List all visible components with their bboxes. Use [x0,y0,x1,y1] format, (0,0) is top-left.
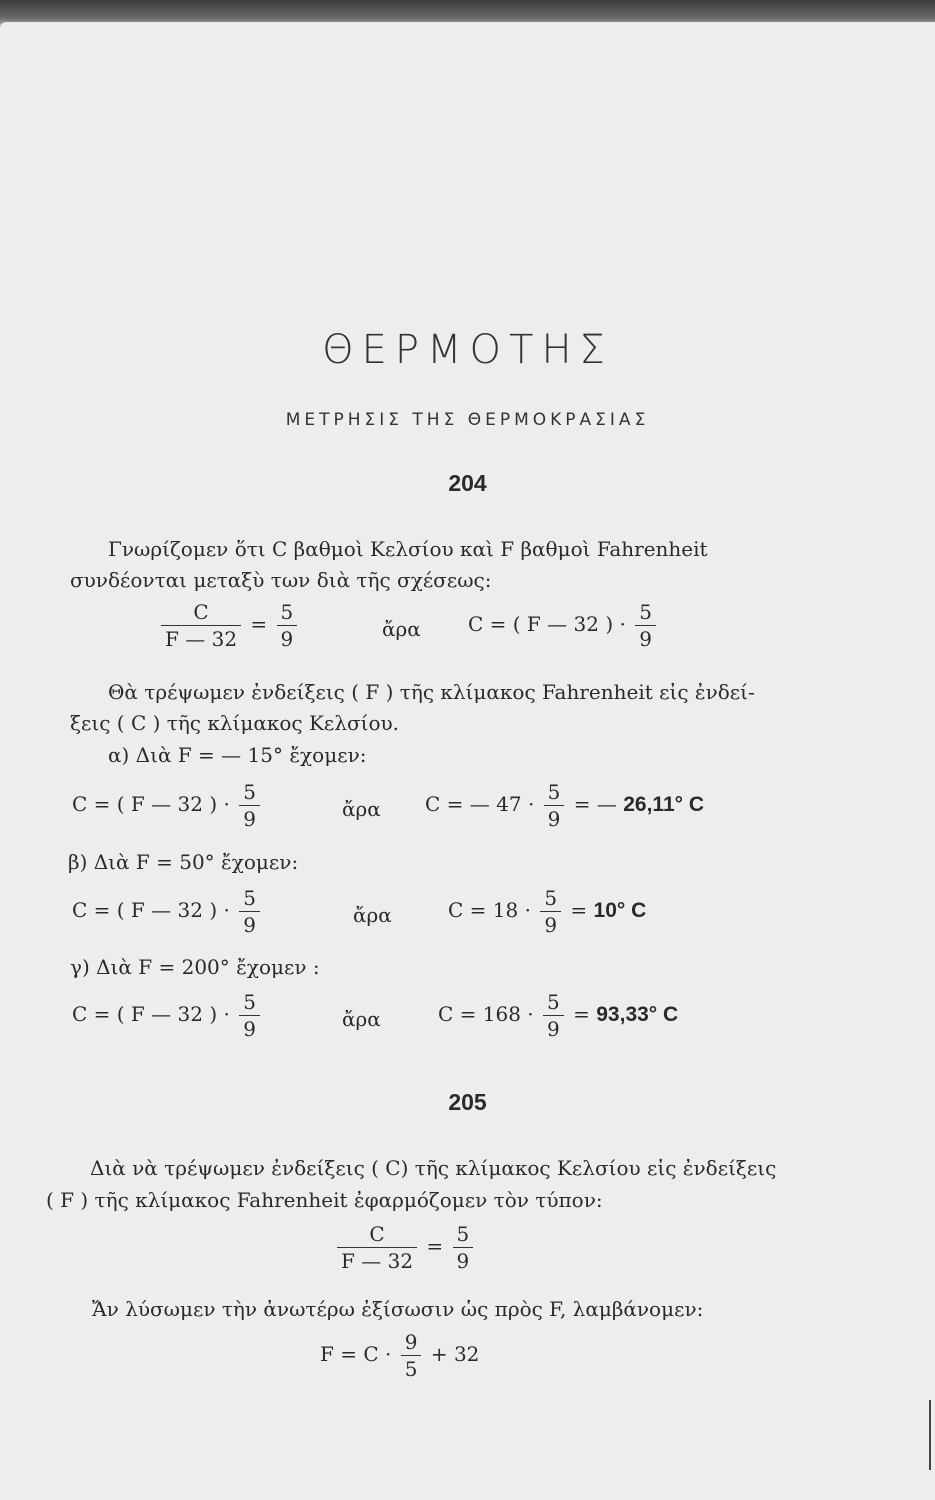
numerator: 5 [277,600,298,626]
denominator: 9 [243,807,256,831]
case-alpha-expr1 [72,780,263,831]
s205-line-3: Ἄν λύσωμεν τὴν ἀνωτέρω ἐξίσωσιν ὡς πρὸς F, λαμβάνομεν: [92,1297,704,1321]
expression: C = ( F — 32 ) · [72,792,230,816]
case-beta-expr1 [72,886,263,937]
fraction-5-over-9 [543,990,564,1041]
case-gamma-result: 93,33° C [596,1003,679,1026]
numerator: 5 [453,1222,474,1248]
s205-line-1: Διὰ νὰ τρέψωμεν ἐνδείξεις ( C) τῆς κλίμακος Κελσίου εἰς ἐνδείξεις [90,1156,777,1180]
denominator: 9 [547,807,561,831]
fraction-5-over-9 [239,886,260,937]
s205-line-2: ( F ) τῆς κλίμακος Fahrenheit ἐφαρμόζομεν τὸν τύπον: [46,1188,603,1212]
case-alpha-expr2 [425,780,704,831]
page-subtitle: ΜΕΤΡΗΣΙΣ ΤΗΣ ΘΕΡΜΟΚΡΑΣΙΑΣ [285,410,650,430]
case-gamma-label: γ) Διὰ F = 200° ἔχομεν : [70,955,320,979]
expression: F = C · [320,1342,392,1366]
intro-line-2: συνδέονται μεταξὺ των διὰ τῆς σχέσεως: [70,568,492,592]
case-gamma-ara: ἄρα [342,1007,381,1031]
numerator: C [337,1222,417,1248]
case-beta-result: 10° C [593,899,647,922]
case-beta-expr2 [448,886,646,937]
denominator: F — 32 [165,627,238,651]
numerator: 5 [540,886,561,912]
denominator: 9 [243,913,256,937]
case-gamma-expr2 [438,990,678,1041]
denominator: 5 [404,1357,418,1381]
section-number-204: 204 [448,470,487,496]
s205-formula [334,1222,476,1273]
numerator: 5 [544,780,565,806]
final-formula [320,1330,479,1381]
page-title: ΘΕΡΜΟΤΗΣ [322,327,613,373]
fraction-5-over-9 [635,600,656,651]
equals-sign: = [426,1234,444,1258]
case-alpha-ara: ἄρα [342,797,381,821]
fraction-5-over-9 [277,600,298,651]
numerator: 9 [401,1330,422,1356]
fraction-5-over-9 [453,1222,474,1273]
case-gamma-expr1 [72,990,263,1041]
paragraph-line-1: Θὰ τρέψωμεν ἐνδείξεις ( F ) τῆς κλίμακος Fahrenheit εἰς ἐνδεί- [108,680,755,704]
equals-sign: = — [573,792,617,816]
fraction-5-over-9 [540,886,561,937]
expression: C = 168 · [438,1002,534,1026]
numerator: 5 [239,780,260,806]
ara-word: ἄρα [382,617,421,641]
numerator: 5 [635,600,656,626]
formula-solved-c [468,600,659,651]
intro-line-1: Γνωρίζομεν ὅτι C βαθμοὶ Κελσίου καὶ F βαθμοὶ Fahrenheit [108,537,708,561]
expression: C = ( F — 32 ) · [468,612,626,636]
denominator: 9 [639,627,652,651]
denominator: 9 [280,627,294,651]
main-formula [158,600,300,651]
denominator: 9 [547,1017,560,1041]
expression: + 32 [430,1342,480,1366]
equals-sign: = [573,1002,590,1026]
fraction-5-over-9 [544,780,565,831]
denominator: 9 [243,1017,256,1041]
case-alpha-label: α) Διὰ F = — 15° ἔχομεν: [108,743,367,767]
expression: C = — 47 · [425,792,535,816]
paragraph-line-2: ξεις ( C ) τῆς κλίμακος Κελσίου. [70,711,400,735]
fraction-c-over-f32 [337,1222,417,1273]
fraction-5-over-9 [239,990,260,1041]
section-number-205: 205 [448,1089,487,1115]
scan-margin-mark [929,1400,931,1470]
denominator: 9 [544,913,558,937]
numerator: 5 [543,990,564,1016]
equals-sign: = [570,898,588,922]
expression: C = ( F — 32 ) · [72,898,230,922]
fraction-c-over-f32 [161,600,241,651]
case-beta-ara: ἄρα [353,903,392,927]
fraction-9-over-5 [401,1330,422,1381]
numerator: 5 [239,990,260,1016]
case-alpha-result: 26,11° C [623,793,705,816]
equals-sign: = [250,612,268,636]
expression: C = ( F — 32 ) · [72,1002,230,1026]
denominator: 9 [456,1249,470,1273]
numerator: C [161,600,241,626]
denominator: F — 32 [341,1249,414,1273]
fraction-5-over-9 [239,780,260,831]
numerator: 5 [239,886,260,912]
case-beta-label: β) Διὰ F = 50° ἔχομεν: [68,850,299,874]
expression: C = 18 · [448,898,531,922]
